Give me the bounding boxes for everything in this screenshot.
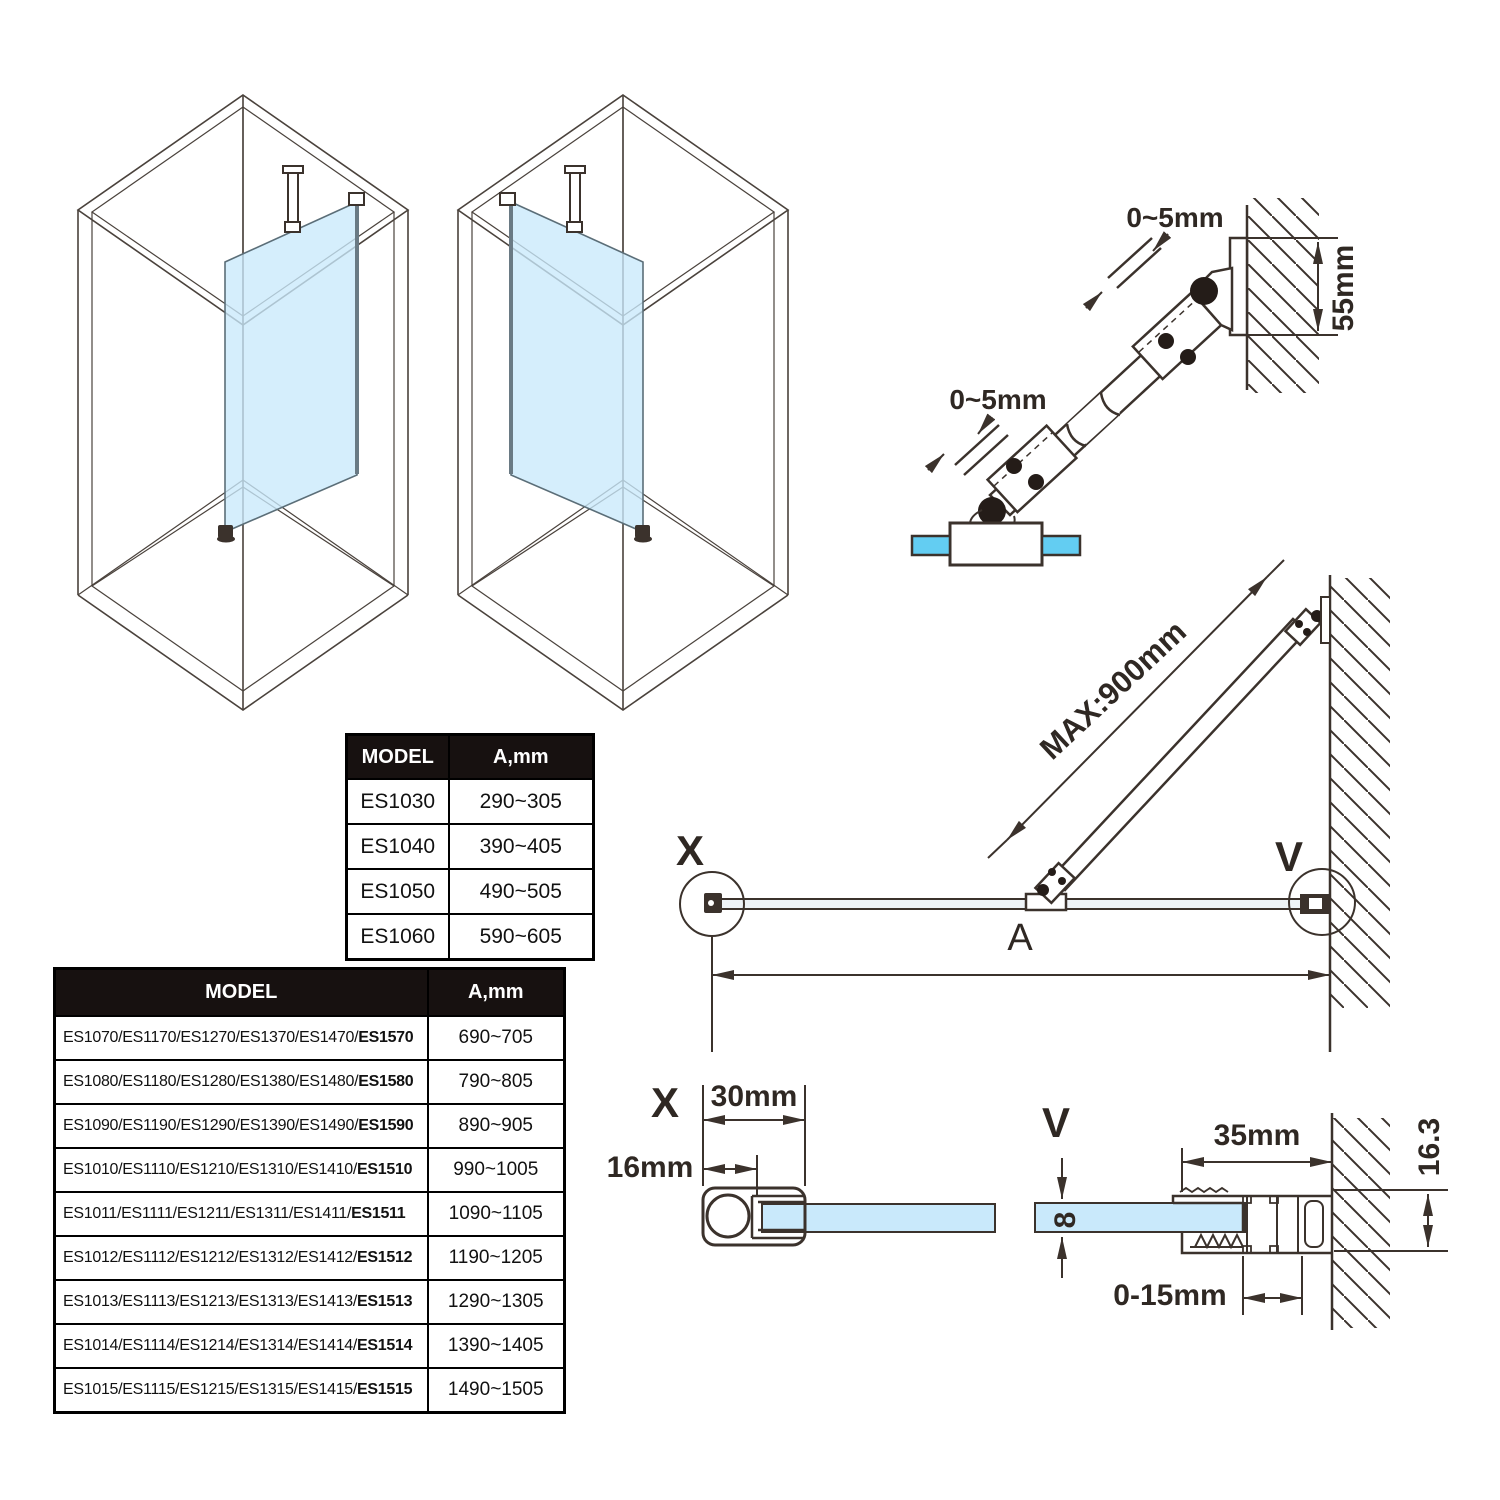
glass-panel-section xyxy=(762,1204,995,1232)
dim-16mm: 16mm xyxy=(606,1151,694,1184)
table-row: ES1040 390~405 xyxy=(347,824,594,869)
table-row: ES1015/ES1115/ES1215/ES1315/ES1415/ES1515 1490~1505 xyxy=(55,1368,565,1413)
plan-view xyxy=(680,560,1390,1052)
plan-label-x: X xyxy=(675,827,705,874)
wall-hatch xyxy=(1332,1118,1390,1328)
detail-v-title: V xyxy=(1041,1099,1071,1146)
table-row: ES1010/ES1110/ES1210/ES1310/ES1410/ES1510 990~1005 xyxy=(55,1148,565,1192)
large-table-header-a: A,mm xyxy=(428,969,565,1017)
dim-16-3: 16.3 xyxy=(1413,1117,1446,1177)
glass-edge-right xyxy=(1042,536,1080,555)
table-row: ES1014/ES1114/ES1214/ES1314/ES1414/ES1514 1390~1405 xyxy=(55,1324,565,1368)
table-row: ES1090/ES1190/ES1290/ES1390/ES1490/ES1590 890~905 xyxy=(55,1104,565,1148)
dim-max-900mm: MAX:900mm xyxy=(1033,613,1193,767)
wall-hatch xyxy=(1247,198,1319,393)
iso-view-left xyxy=(78,95,408,710)
dim-30mm: 30mm xyxy=(710,1080,798,1113)
small-table-header-model: MODEL xyxy=(347,735,449,780)
table-row: ES1030 290~305 xyxy=(347,779,594,824)
detail-x-title: X xyxy=(650,1079,680,1126)
table-row: ES1012/ES1112/ES1212/ES1312/ES1412/ES1512 1190~1205 xyxy=(55,1236,565,1280)
model-table-large xyxy=(53,967,566,1414)
wall-hatch xyxy=(1330,578,1390,1008)
dim-gap-bottom: 0~5mm xyxy=(949,384,1047,415)
iso-view-right xyxy=(458,95,788,710)
large-table-header-model: MODEL xyxy=(55,969,428,1017)
small-table-header-a: A,mm xyxy=(449,735,594,780)
dim-0-15mm: 0-15mm xyxy=(1113,1279,1227,1312)
table-row: ES1060 590~605 xyxy=(347,914,594,960)
dim-8mm: 8 xyxy=(1049,1211,1082,1229)
plan-label-v: V xyxy=(1274,833,1304,880)
table-row: ES1080/ES1180/ES1280/ES1380/ES1480/ES1580 790~805 xyxy=(55,1060,565,1104)
dim-55mm: 55mm xyxy=(1327,244,1360,332)
model-table-small xyxy=(345,733,595,961)
dim-gap-top: 0~5mm xyxy=(1126,202,1224,233)
glass-panel-plan xyxy=(714,899,1330,909)
table-row: ES1050 490~505 xyxy=(347,869,594,914)
table-row: ES1013/ES1113/ES1213/ES1313/ES1413/ES1513 1290~1305 xyxy=(55,1280,565,1324)
dim-a: A xyxy=(1007,917,1033,959)
support-bar-detail xyxy=(912,198,1338,565)
table-row: ES1070/ES1170/ES1270/ES1370/ES1470/ES1570 690~705 xyxy=(55,1016,565,1060)
glass-edge-left xyxy=(912,536,950,555)
table-row: ES1011/ES1111/ES1211/ES1311/ES1411/ES1511 1090~1105 xyxy=(55,1192,565,1236)
dim-35mm: 35mm xyxy=(1213,1119,1301,1152)
